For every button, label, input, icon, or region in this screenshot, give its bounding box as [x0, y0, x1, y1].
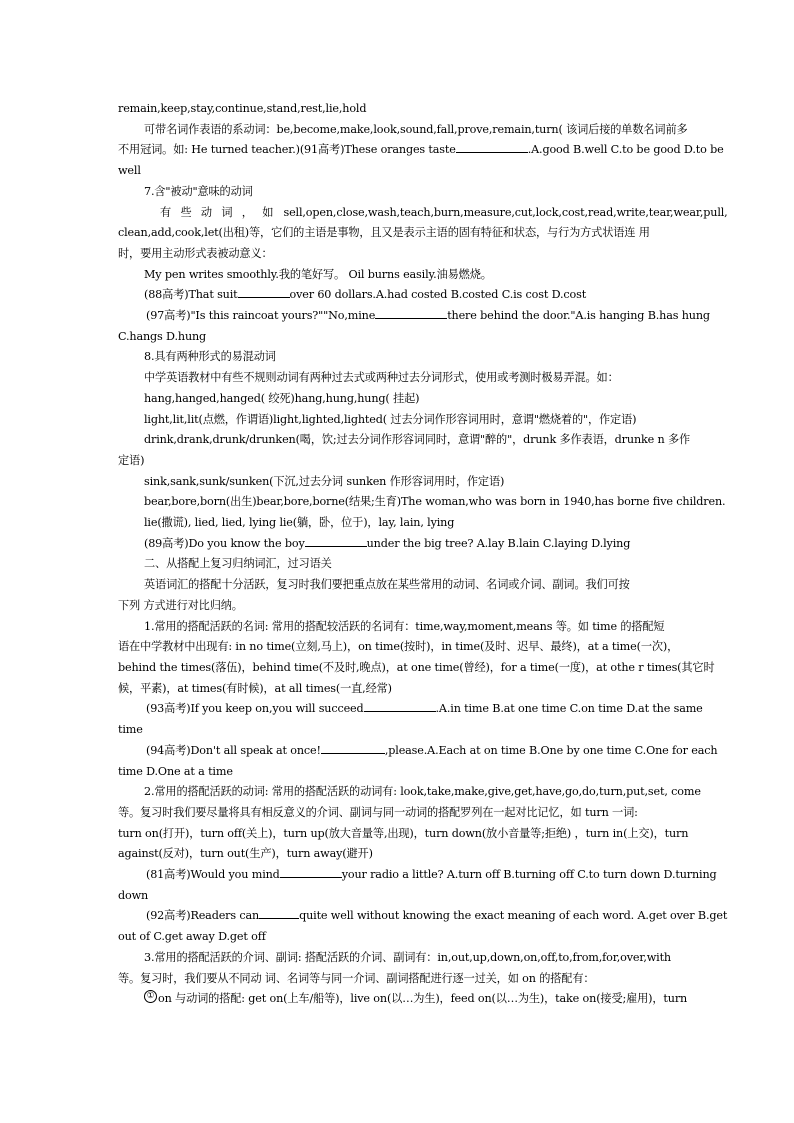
text-segment: sell,open,close,wash,teach,burn,measure,cut,lock,cost,read,write,tear,wear,pull, [283, 205, 728, 219]
text-line: against(反对)，turn out(生产)，turn away(避开) [118, 847, 373, 861]
text-line: 1.常用的搭配活跃的名词: 常用的搭配较活跃的名词有：time,way,moment,means 等。如 time 的搭配短 [144, 619, 665, 633]
answer-blank [456, 140, 528, 153]
exam-question [118, 906, 728, 927]
text-line: out of C.get away D.get off [118, 930, 266, 944]
text-line: bear,bore,born(出生)bear,bore,borne(结果;生育)The woman,who was born in 1940,has borne five children. [144, 495, 726, 509]
text-line: lie(撒谎), lied, lied, lying lie(躺，卧，位于)，lay, lain, lying [144, 516, 455, 530]
text-line: time D.One at a time [118, 764, 233, 778]
text-segment: (92高考)Readers can [146, 909, 260, 923]
text-segment: .A.good B.well C.to be good D.to be [527, 143, 724, 157]
text-line: 下列 方式进行对比归纳。 [118, 598, 243, 612]
text-line: 候，平素)，at times(有时候)，at all times(一直,经常) [118, 681, 392, 695]
answer-blank [280, 865, 342, 878]
section-heading: 7.含"被动"意味的动词 [144, 184, 253, 198]
answer-blank [259, 906, 299, 919]
text-line: 等。复习时我们要尽量将具有相反意义的介词、副词与同一动词的搭配罗列在一起对比记忆，如 turn 一词: [118, 805, 638, 819]
text-segment: ,please.A.Each at on time B.One by one time C.One for each [384, 743, 718, 757]
answer-blank [238, 285, 290, 298]
text-line: remain,keep,stay,continue,stand,rest,lie,hold [118, 102, 367, 115]
exam-question [118, 865, 717, 886]
text-line: My pen writes smoothly.我的笔好写。 Oil burns easily.油易燃烧。 [144, 267, 492, 281]
text-segment: (81高考)Would you mind [146, 868, 280, 882]
text-line: turn on(打开)，turn off(关上)，turn up(放大音量等,出现)，turn down(放小音量等;拒绝) ，turn in(上交)，turn [118, 826, 689, 840]
text-segment: over 60 dollars.A.had costed B.costed C.is cost D.cost [289, 288, 587, 302]
text-segment: 不用冠词。如: He turned teacher.)(91高考)These oranges taste [118, 143, 456, 157]
text-line: 中学英语教材中有些不规则动词有两种过去式或两种过去分词形式，使用或考测时极易弄混。如： [144, 371, 619, 385]
text-line: clean,add,cook,let(出租)等，它们的主语是事物，且又是表示主语的固有特征和状态，与行为方式状语连 用 [118, 226, 650, 240]
answer-blank [321, 741, 385, 754]
circled-number: ① [144, 990, 157, 1003]
text-segment: (88高考)That suit [144, 288, 238, 302]
text-line: 语在中学教材中出现有: in no time(立刻,马上)，on time(按时)，in time(及时、迟早、最终)，at a time(一次)， [118, 640, 679, 654]
text-line: 定语) [118, 453, 145, 467]
text-line: hang,hanged,hanged( 绞死)hang,hung,hung( 挂起) [144, 391, 420, 405]
text-line: 可带名词作表语的系动词：be,become,make,look,sound,fall,prove,remain,turn( 该词后接的单数名词前多 [144, 122, 688, 136]
exam-question [118, 306, 710, 327]
text-segment: there behind the door."A.is hanging B.has hung [447, 309, 710, 323]
text-segment: under the big tree? A.lay B.lain C.laying D.lying [366, 536, 631, 550]
text-line: 英语词汇的搭配十分活跃，复习时我们要把重点放在某些常用的动词、名词或介词、副词。我们可按 [144, 578, 630, 592]
text-line [118, 989, 688, 1010]
exam-question [118, 741, 718, 762]
text-line: 等。复习时，我们要从不同动 词、名词等与同一介词、副词搭配进行逐一过关，如 on 的搭配有： [118, 971, 595, 985]
text-segment: on 与动词的搭配: get on(上车/船等)，live on(以…为生)，feed on(以…为生)，take on(接受;雇用)，turn [158, 992, 688, 1006]
section-heading: 8.具有两种形式的易混动词 [144, 350, 276, 364]
text-line: behind the times(落伍)，behind time(不及时,晚点)，at one time(曾经)，for a time(一度)，at othe r times(其它时 [118, 660, 715, 674]
text-segment: .A.in time B.at one time C.on time D.at the same [435, 702, 703, 716]
text-segment: 有 些 动 词 ， 如 [160, 205, 274, 219]
text-line [118, 203, 728, 224]
text-segment: (94高考)Don't all speak at once! [146, 743, 321, 757]
text-line [118, 140, 724, 161]
answer-blank [364, 699, 436, 712]
section-heading: 二、从搭配上复习归纳词汇，过习语关 [144, 557, 332, 571]
text-line: down [118, 888, 149, 902]
document-page [118, 99, 728, 1010]
text-line: sink,sank,sunk/sunken(下沉,过去分词 sunken 作形容词用时，作定语) [144, 474, 505, 488]
text-line: C.hangs D.hung [118, 329, 207, 343]
text-line: well [118, 164, 141, 178]
answer-blank [305, 534, 367, 547]
text-line: 时，要用主动形式表被动意义： [118, 246, 273, 260]
text-line: drink,drank,drunk/drunken(喝，饮;过去分词作形容词同时，意谓"醉的"，drunk 多作表语，drunke n 多作 [144, 433, 691, 447]
text-segment: quite well without knowing the exact meaning of each word. A.get over B.get [299, 909, 728, 923]
text-line: time [118, 723, 143, 737]
answer-blank [375, 306, 447, 319]
text-segment: (97高考)"Is this raincoat yours?""No,mine [146, 309, 376, 323]
exam-question [118, 534, 678, 555]
text-line: 3.常用的搭配活跃的介词、副词: 搭配活跃的介词、副词有：in,out,up,down,on,off,to,from,for,over,with [144, 950, 671, 964]
exam-question [118, 699, 703, 720]
text-segment: (93高考)If you keep on,you will succeed [146, 702, 364, 716]
text-line: 2.常用的搭配活跃的动词: 常用的搭配活跃的动词有: look,take,make,give,get,have,go,do,turn,put,set, come [144, 785, 701, 799]
text-segment: (89高考)Do you know the boy [144, 536, 305, 550]
text-segment: your radio a little? A.turn off B.turning off C.to turn down D.turning [341, 868, 717, 882]
exam-question [118, 285, 678, 306]
text-line: light,lit,lit(点燃，作谓语)light,lighted,lighted( 过去分词作形容词用时，意谓"燃烧着的"，作定语) [144, 412, 637, 426]
